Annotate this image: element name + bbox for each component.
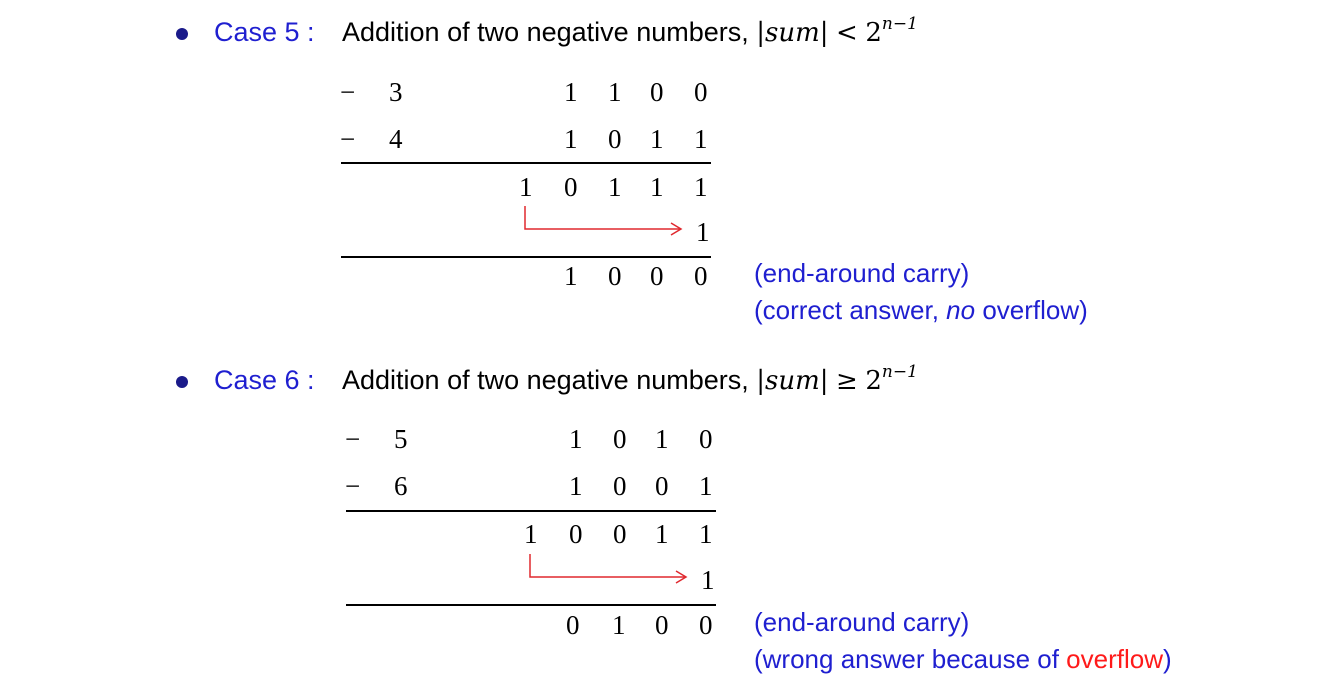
case6-sum-bit: 1 bbox=[524, 519, 538, 549]
case5-operand2-bit: 1 bbox=[564, 124, 578, 154]
case5-operand1-bit: 1 bbox=[608, 77, 622, 107]
case5-carry-bit: 1 bbox=[696, 217, 710, 247]
case5-sum-bit: 1 bbox=[608, 172, 622, 202]
case5-operand1-sign: − bbox=[340, 77, 356, 107]
case6-operand1-value: 5 bbox=[394, 424, 408, 454]
case6-note-answer-overflow: overflow bbox=[1066, 644, 1163, 674]
case5-result-rule bbox=[341, 256, 711, 258]
case6-operand1-bit: 0 bbox=[699, 424, 713, 454]
case5-operand1-bit: 0 bbox=[694, 77, 708, 107]
case6-condition-base: 2 bbox=[865, 366, 882, 396]
case5-description bbox=[342, 16, 918, 52]
case5-note-carry: (end-around carry) bbox=[754, 258, 970, 288]
case5-sum-bit: 1 bbox=[650, 172, 664, 202]
case6-result-bit: 1 bbox=[612, 610, 626, 640]
bullet-icon bbox=[176, 376, 188, 388]
case5-label: Case 5 : bbox=[214, 17, 315, 47]
case6-operand2-value: 6 bbox=[394, 471, 408, 501]
case6-result-bit: 0 bbox=[655, 610, 669, 640]
case6-description bbox=[342, 364, 918, 400]
case5-heading bbox=[176, 16, 1076, 50]
case6-operand2-bit: 0 bbox=[613, 471, 627, 501]
case5-result-bit: 0 bbox=[650, 261, 664, 291]
case5-result-bit: 0 bbox=[608, 261, 622, 291]
case5-note-answer-post: overflow) bbox=[975, 295, 1088, 325]
case5-note-answer-em: no bbox=[946, 295, 976, 325]
case5-result-bit: 0 bbox=[694, 261, 708, 291]
case6-note-answer bbox=[754, 643, 1172, 675]
case6-operand1-bit: 1 bbox=[569, 424, 583, 454]
case6-carry-arrow-icon bbox=[527, 553, 697, 583]
case6-sum-bit: 1 bbox=[699, 519, 713, 549]
case5-operand1-bit: 1 bbox=[564, 77, 578, 107]
case6-operand1-bit: 0 bbox=[613, 424, 627, 454]
case6-condition-exp: n−1 bbox=[881, 362, 918, 382]
case5-operand2-sign: − bbox=[340, 124, 356, 154]
case6-sum-bit: 0 bbox=[569, 519, 583, 549]
case5-description-text: Addition of two negative numbers, bbox=[342, 17, 749, 47]
case5-operand1-bit: 0 bbox=[650, 77, 664, 107]
case6-note-answer-pre: (wrong answer because of bbox=[754, 644, 1067, 674]
case5-condition-abs: |sum| bbox=[756, 18, 829, 48]
case5-sum-bit: 1 bbox=[519, 172, 533, 202]
case5-sum-bit: 0 bbox=[564, 172, 578, 202]
case5-note-answer bbox=[754, 294, 1088, 326]
case6-operand2-bit: 0 bbox=[655, 471, 669, 501]
case6-sum-rule bbox=[346, 510, 716, 512]
case6-operand2-bit: 1 bbox=[699, 471, 713, 501]
case6-note-carry: (end-around carry) bbox=[754, 607, 970, 637]
case5-sum-rule bbox=[341, 162, 711, 164]
case6-operand2-sign: − bbox=[345, 471, 361, 501]
case5-result-bit: 1 bbox=[564, 261, 578, 291]
case6-operand1-bit: 1 bbox=[655, 424, 669, 454]
case5-operand2-bit: 0 bbox=[608, 124, 622, 154]
case6-sum-bit: 0 bbox=[613, 519, 627, 549]
case6-condition-abs: |sum| bbox=[756, 366, 829, 396]
case5-carry-arrow-icon bbox=[522, 205, 692, 235]
case5-operand2-value: 4 bbox=[389, 124, 403, 154]
case5-note-answer-pre: (correct answer, bbox=[754, 295, 947, 325]
case5-condition-base: 2 bbox=[865, 18, 882, 48]
case5-operand2-bit: 1 bbox=[694, 124, 708, 154]
case6-carry-bit: 1 bbox=[701, 565, 715, 595]
case5-operand1-value: 3 bbox=[389, 77, 403, 107]
case5-operand2-bit: 1 bbox=[650, 124, 664, 154]
case5-condition-op: < bbox=[836, 18, 858, 48]
case6-sum-bit: 1 bbox=[655, 519, 669, 549]
case6-result-bit: 0 bbox=[566, 610, 580, 640]
case6-heading bbox=[176, 364, 1076, 398]
case5-sum-bit: 1 bbox=[694, 172, 708, 202]
case6-operand2-bit: 1 bbox=[569, 471, 583, 501]
case6-description-text: Addition of two negative numbers, bbox=[342, 365, 749, 395]
case6-condition-op: ≥ bbox=[836, 366, 858, 396]
case6-note-answer-post: ) bbox=[1163, 644, 1172, 674]
case6-result-bit: 0 bbox=[699, 610, 713, 640]
case6-operand1-sign: − bbox=[345, 424, 361, 454]
case6-result-rule bbox=[346, 604, 716, 606]
bullet-icon bbox=[176, 28, 188, 40]
case6-label: Case 6 : bbox=[214, 365, 315, 395]
case5-condition-exp: n−1 bbox=[881, 14, 918, 34]
